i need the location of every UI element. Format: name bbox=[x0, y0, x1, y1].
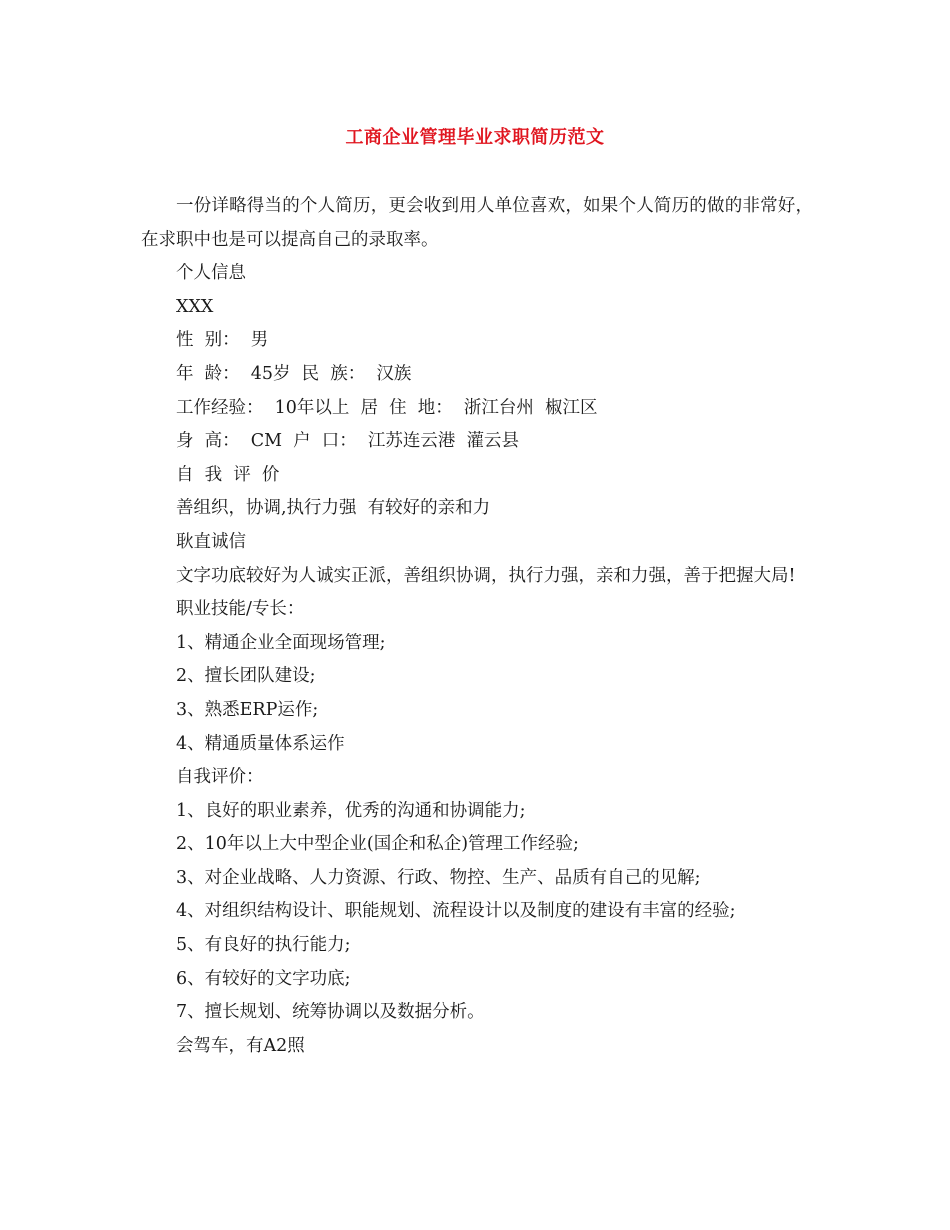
self-eval-item: 4、对组织结构设计、职能规划、流程设计以及制度的建设有丰富的经验; bbox=[176, 901, 736, 922]
self-eval-item: 2、10年以上大中型企业(国企和私企)管理工作经验; bbox=[176, 834, 579, 855]
skill-item: 2、擅长团队建设; bbox=[176, 666, 316, 687]
height-hukou-line: 身 高： CM 户 口： 江苏连云港 灌云县 bbox=[176, 431, 520, 452]
skill-item: 4、精通质量体系运作 bbox=[176, 733, 345, 754]
self-eval-item: 6、有较好的文字功底; bbox=[176, 968, 351, 989]
gender-line: 性 别： 男 bbox=[176, 330, 269, 351]
experience-residence-line: 工作经验： 10年以上 居 住 地： 浙江台州 椒江区 bbox=[176, 397, 598, 418]
self-eval-heading: 自我评价： bbox=[176, 767, 264, 788]
self-eval-item: 5、有良好的执行能力; bbox=[176, 935, 351, 956]
skill-item: 3、熟悉ERP运作; bbox=[176, 699, 319, 720]
trait-line-2: 耿直诚信 bbox=[176, 531, 246, 552]
section-self-evaluation-title: 自 我 评 价 bbox=[176, 464, 280, 485]
age-ethnicity-line: 年 龄： 45岁 民 族： 汉族 bbox=[176, 363, 412, 384]
closing-line: 会驾车，有A2照 bbox=[176, 1035, 305, 1056]
self-eval-item: 3、对企业战略、人力资源、行政、物控、生产、品质有自己的见解; bbox=[176, 867, 701, 888]
skills-heading: 职业技能/专长： bbox=[176, 599, 305, 620]
summary-paragraph: 文字功底较好为人诚实正派，善组织协调，执行力强，亲和力强，善于把握大局! bbox=[176, 565, 796, 586]
document-title: 工商企业管理毕业求职简历范文 bbox=[345, 127, 605, 148]
name-line: XXX bbox=[176, 296, 214, 317]
self-eval-item: 7、擅长规划、统筹协调以及数据分析。 bbox=[176, 1002, 485, 1023]
trait-line-1: 善组织，协调,执行力强 有较好的亲和力 bbox=[176, 498, 491, 519]
document-body bbox=[141, 190, 813, 1063]
skill-item: 1、精通企业全面现场管理; bbox=[176, 632, 386, 653]
intro-paragraph: 一份详略得当的个人简历，更会收到用人单位喜欢，如果个人简历的做的非常好，在求职中也是可以提高自己的录取率。 bbox=[141, 196, 813, 250]
self-eval-item: 1、良好的职业素养，优秀的沟通和协调能力; bbox=[176, 800, 526, 821]
section-personal-info: 个人信息 bbox=[176, 263, 246, 284]
